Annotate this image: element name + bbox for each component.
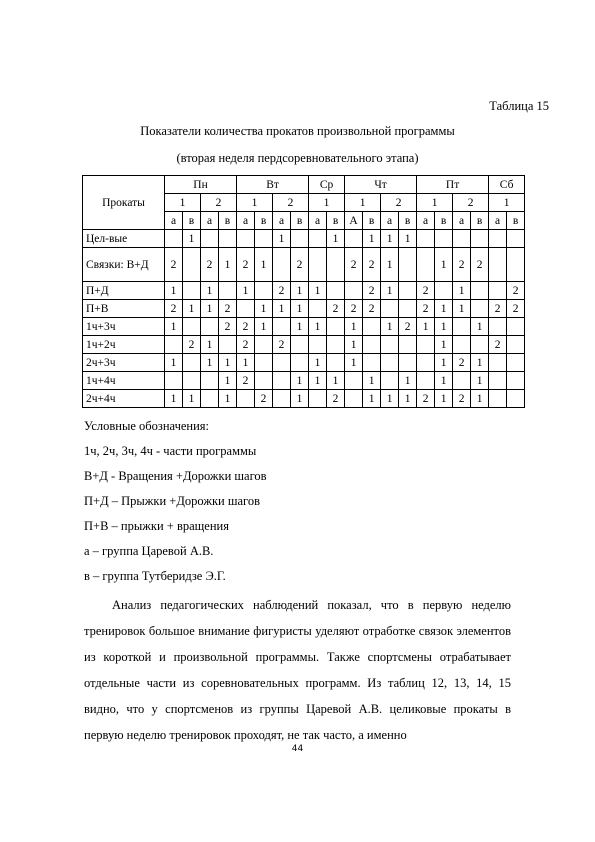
table-cell: [453, 336, 471, 354]
session-header: 2: [201, 194, 237, 212]
table-cell: 2: [273, 282, 291, 300]
table-cell: 2: [363, 300, 381, 318]
group-header: а: [489, 212, 507, 230]
table-cell: 1: [273, 300, 291, 318]
table-cell: [417, 354, 435, 372]
table-cell: 1: [165, 390, 183, 408]
table-cell: 1: [453, 282, 471, 300]
day-header: Вт: [237, 176, 309, 194]
group-header: а: [165, 212, 183, 230]
group-header: в: [471, 212, 489, 230]
table-cell: [273, 390, 291, 408]
table-cell: [507, 372, 525, 390]
table-cell: [201, 372, 219, 390]
table-cell: 1: [291, 318, 309, 336]
table-cell: [471, 282, 489, 300]
table-cell: 1: [363, 390, 381, 408]
row-label: 2ч+3ч: [83, 354, 165, 372]
table-cell: 2: [255, 390, 273, 408]
table-row: [83, 300, 525, 318]
table-cell: [201, 390, 219, 408]
table-cell: 2: [363, 248, 381, 282]
table-cell: 1: [345, 336, 363, 354]
table-cell: [489, 282, 507, 300]
table-cell: 1: [471, 390, 489, 408]
table-cell: 1: [381, 230, 399, 248]
table-cell: 2: [345, 300, 363, 318]
table-cell: 2: [507, 300, 525, 318]
table-cell: [201, 318, 219, 336]
table-cell: 2: [453, 390, 471, 408]
table-cell: 1: [219, 248, 237, 282]
table-cell: [327, 248, 345, 282]
table-cell: 1: [399, 372, 417, 390]
table-cell: [327, 282, 345, 300]
table-cell: [507, 390, 525, 408]
table-cell: [327, 318, 345, 336]
table-caption-subtitle: (вторая неделя пердсоревновательного этапа): [176, 151, 419, 165]
legend-title: Условные обозначения:: [84, 419, 210, 433]
header-row-days: [83, 176, 525, 194]
table-cell: [507, 336, 525, 354]
row-label: Связки: В+Д: [83, 248, 165, 282]
table-cell: 2: [165, 248, 183, 282]
day-header: Ср: [309, 176, 345, 194]
table-cell: 1: [435, 372, 453, 390]
table-cell: [327, 354, 345, 372]
table-cell: [309, 390, 327, 408]
row-label: Цел-вые: [83, 230, 165, 248]
table-cell: 2: [453, 248, 471, 282]
table-cell: 1: [327, 230, 345, 248]
table-cell: 1: [237, 282, 255, 300]
session-header: 2: [453, 194, 489, 212]
table-cell: [489, 318, 507, 336]
table-cell: [273, 354, 291, 372]
table-cell: [237, 390, 255, 408]
table-cell: 1: [237, 354, 255, 372]
table-cell: [381, 336, 399, 354]
table-cell: [453, 318, 471, 336]
page-number: 44: [291, 744, 304, 754]
group-header: а: [309, 212, 327, 230]
table-cell: [471, 300, 489, 318]
table-cell: 1: [183, 390, 201, 408]
table-cell: 1: [309, 318, 327, 336]
table-cell: [273, 372, 291, 390]
table-cell: [507, 248, 525, 282]
table-cell: 2: [237, 372, 255, 390]
group-header: в: [363, 212, 381, 230]
table-cell: [165, 372, 183, 390]
table-cell: [327, 336, 345, 354]
table-cell: [363, 336, 381, 354]
table-cell: [309, 336, 327, 354]
table-cell: [471, 230, 489, 248]
group-header: в: [435, 212, 453, 230]
table-cell: 2: [219, 300, 237, 318]
table-cell: 1: [273, 230, 291, 248]
table-cell: [309, 300, 327, 318]
table-cell: 2: [417, 282, 435, 300]
table-cell: 2: [183, 336, 201, 354]
table-cell: [399, 282, 417, 300]
table-cell: [399, 300, 417, 318]
table-cell: 1: [327, 372, 345, 390]
table-cell: [345, 282, 363, 300]
group-header: а: [417, 212, 435, 230]
legend-item: в – группа Тутберидзе Э.Г.: [84, 569, 226, 583]
legend-item: а – группа Царевой А.В.: [84, 544, 214, 558]
table-cell: 2: [165, 300, 183, 318]
table-cell: 2: [273, 336, 291, 354]
table-cell: [435, 282, 453, 300]
legend-item: П+Д – Прыжки +Дорожки шагов: [84, 494, 260, 508]
table-cell: 1: [399, 230, 417, 248]
table-cell: 1: [255, 248, 273, 282]
table-cell: 1: [345, 318, 363, 336]
table-cell: 2: [237, 318, 255, 336]
table-cell: 1: [291, 390, 309, 408]
row-label: 1ч+4ч: [83, 372, 165, 390]
table-cell: 1: [435, 300, 453, 318]
table-cell: 1: [471, 372, 489, 390]
legend-item: 1ч, 2ч, 3ч, 4ч - части программы: [84, 444, 257, 458]
table-cell: [489, 372, 507, 390]
day-header: Чт: [345, 176, 417, 194]
table-cell: 1: [219, 372, 237, 390]
table-row: [83, 336, 525, 354]
table-cell: 1: [309, 282, 327, 300]
group-header: а: [273, 212, 291, 230]
table-cell: [255, 336, 273, 354]
session-header: 1: [489, 194, 525, 212]
session-header: 2: [273, 194, 309, 212]
table-cell: [489, 248, 507, 282]
table-cell: 1: [471, 318, 489, 336]
table-cell: [165, 336, 183, 354]
table-cell: 1: [309, 372, 327, 390]
table-cell: 1: [381, 318, 399, 336]
table-cell: 1: [183, 230, 201, 248]
table-row: [83, 248, 525, 282]
table-cell: [273, 318, 291, 336]
row-label: 1ч+3ч: [83, 318, 165, 336]
group-header: в: [183, 212, 201, 230]
table-cell: 2: [417, 390, 435, 408]
table-cell: [417, 230, 435, 248]
table-cell: 2: [399, 318, 417, 336]
table-cell: [183, 282, 201, 300]
table-cell: [489, 390, 507, 408]
table-cell: [363, 318, 381, 336]
table-cell: [489, 230, 507, 248]
table-cell: 2: [291, 248, 309, 282]
session-header: 1: [345, 194, 381, 212]
table-cell: [255, 230, 273, 248]
table-cell: [219, 336, 237, 354]
table-row: [83, 318, 525, 336]
table-cell: [435, 230, 453, 248]
table-cell: 1: [345, 354, 363, 372]
table-cell: [399, 336, 417, 354]
group-header: а: [381, 212, 399, 230]
table-cell: 1: [435, 248, 453, 282]
table-number: Таблица 15: [489, 99, 549, 113]
table-cell: 1: [453, 300, 471, 318]
table-cell: [201, 230, 219, 248]
table-cell: 1: [201, 336, 219, 354]
group-header: А: [345, 212, 363, 230]
table-cell: 2: [471, 248, 489, 282]
table-cell: [309, 230, 327, 248]
table-cell: [417, 248, 435, 282]
table-cell: 1: [435, 354, 453, 372]
table-cell: 1: [381, 390, 399, 408]
table-cell: 2: [219, 318, 237, 336]
session-header: 1: [165, 194, 201, 212]
table-cell: 1: [201, 282, 219, 300]
table-cell: 2: [489, 336, 507, 354]
table-cell: [381, 354, 399, 372]
table-cell: [183, 354, 201, 372]
table-cell: [399, 354, 417, 372]
table-cell: [345, 230, 363, 248]
table-cell: 1: [291, 282, 309, 300]
table-row: [83, 354, 525, 372]
table-cell: 1: [435, 390, 453, 408]
table-cell: 2: [345, 248, 363, 282]
table-cell: 2: [201, 248, 219, 282]
table-cell: 1: [165, 318, 183, 336]
table-cell: 1: [399, 390, 417, 408]
group-header: а: [237, 212, 255, 230]
table-cell: 2: [363, 282, 381, 300]
table-cell: [345, 372, 363, 390]
legend-item: П+В – прыжки + вращения: [84, 519, 229, 533]
table-cell: [399, 248, 417, 282]
group-header: в: [219, 212, 237, 230]
table-cell: 1: [183, 300, 201, 318]
table-cell: 1: [165, 354, 183, 372]
table-cell: [417, 372, 435, 390]
table-cell: 1: [291, 300, 309, 318]
table-caption-title: Показатели количества прокатов произвольной программы: [140, 124, 455, 138]
table-cell: 1: [291, 372, 309, 390]
table-cell: [219, 230, 237, 248]
table-cell: 2: [417, 300, 435, 318]
table-cell: [183, 318, 201, 336]
table-cell: 1: [381, 248, 399, 282]
table-cell: [345, 390, 363, 408]
table-cell: 2: [489, 300, 507, 318]
table-cell: [165, 230, 183, 248]
table-cell: 2: [453, 354, 471, 372]
table-cell: 1: [381, 282, 399, 300]
table-cell: [273, 248, 291, 282]
table-cell: 2: [327, 390, 345, 408]
table-cell: [489, 354, 507, 372]
table-cell: 1: [201, 300, 219, 318]
session-header: 1: [309, 194, 345, 212]
table-cell: 2: [237, 336, 255, 354]
table-cell: 1: [363, 230, 381, 248]
table-cell: 1: [417, 318, 435, 336]
table-cell: [255, 372, 273, 390]
day-header: Сб: [489, 176, 525, 194]
table-cell: [291, 336, 309, 354]
table-cell: [453, 230, 471, 248]
corner-header: Прокаты: [83, 176, 165, 230]
table-cell: 2: [237, 248, 255, 282]
table-row: [83, 282, 525, 300]
table-cell: [507, 354, 525, 372]
group-header: в: [399, 212, 417, 230]
row-label: 2ч+4ч: [83, 390, 165, 408]
table-cell: 1: [201, 354, 219, 372]
table-cell: [381, 300, 399, 318]
group-header: в: [327, 212, 345, 230]
group-header: а: [453, 212, 471, 230]
group-header: в: [291, 212, 309, 230]
table-cell: [507, 230, 525, 248]
group-header: в: [255, 212, 273, 230]
session-header: 1: [237, 194, 273, 212]
table-cell: [255, 354, 273, 372]
table-cell: 1: [435, 318, 453, 336]
table-cell: [417, 336, 435, 354]
table-cell: 1: [219, 390, 237, 408]
table-cell: 1: [219, 354, 237, 372]
row-label: 1ч+2ч: [83, 336, 165, 354]
table-cell: 1: [255, 300, 273, 318]
session-header: 1: [417, 194, 453, 212]
table-row: [83, 390, 525, 408]
row-label: П+Д: [83, 282, 165, 300]
table-cell: [237, 300, 255, 318]
table-cell: 1: [471, 354, 489, 372]
runs-table: [82, 175, 525, 408]
table-cell: [381, 372, 399, 390]
table-cell: 1: [255, 318, 273, 336]
table-cell: [183, 248, 201, 282]
table-cell: [255, 282, 273, 300]
session-header: 2: [381, 194, 417, 212]
table-cell: [291, 230, 309, 248]
group-header: в: [507, 212, 525, 230]
table-cell: [237, 230, 255, 248]
table-cell: 1: [165, 282, 183, 300]
body-paragraph: Анализ педагогических наблюдений показал, что в первую неделю тренировок большое внимание фигуристы уделяют отработке связок элементов из короткой и произвольной программы. Также спортсмены отрабатывает отдельные части из соревновательных программ. Из таблиц 12, 13, 14, 15 видно, что у спортсменов из группы Царевой А.В. целиковые прокаты в первую неделю тренировок проходят, не так часто, а именно: [84, 598, 511, 742]
table-cell: [291, 354, 309, 372]
table-cell: [507, 318, 525, 336]
row-label: П+В: [83, 300, 165, 318]
table-cell: [471, 336, 489, 354]
table-row: [83, 230, 525, 248]
table-cell: 1: [435, 336, 453, 354]
table-cell: 2: [327, 300, 345, 318]
table-cell: 2: [507, 282, 525, 300]
table-cell: 1: [363, 372, 381, 390]
day-header: Пт: [417, 176, 489, 194]
table-cell: [219, 282, 237, 300]
table-row: [83, 372, 525, 390]
table-cell: [363, 354, 381, 372]
table-cell: [309, 248, 327, 282]
table-cell: [183, 372, 201, 390]
table-cell: [453, 372, 471, 390]
legend-item: В+Д - Вращения +Дорожки шагов: [84, 469, 267, 483]
table-cell: 1: [309, 354, 327, 372]
group-header: а: [201, 212, 219, 230]
day-header: Пн: [165, 176, 237, 194]
